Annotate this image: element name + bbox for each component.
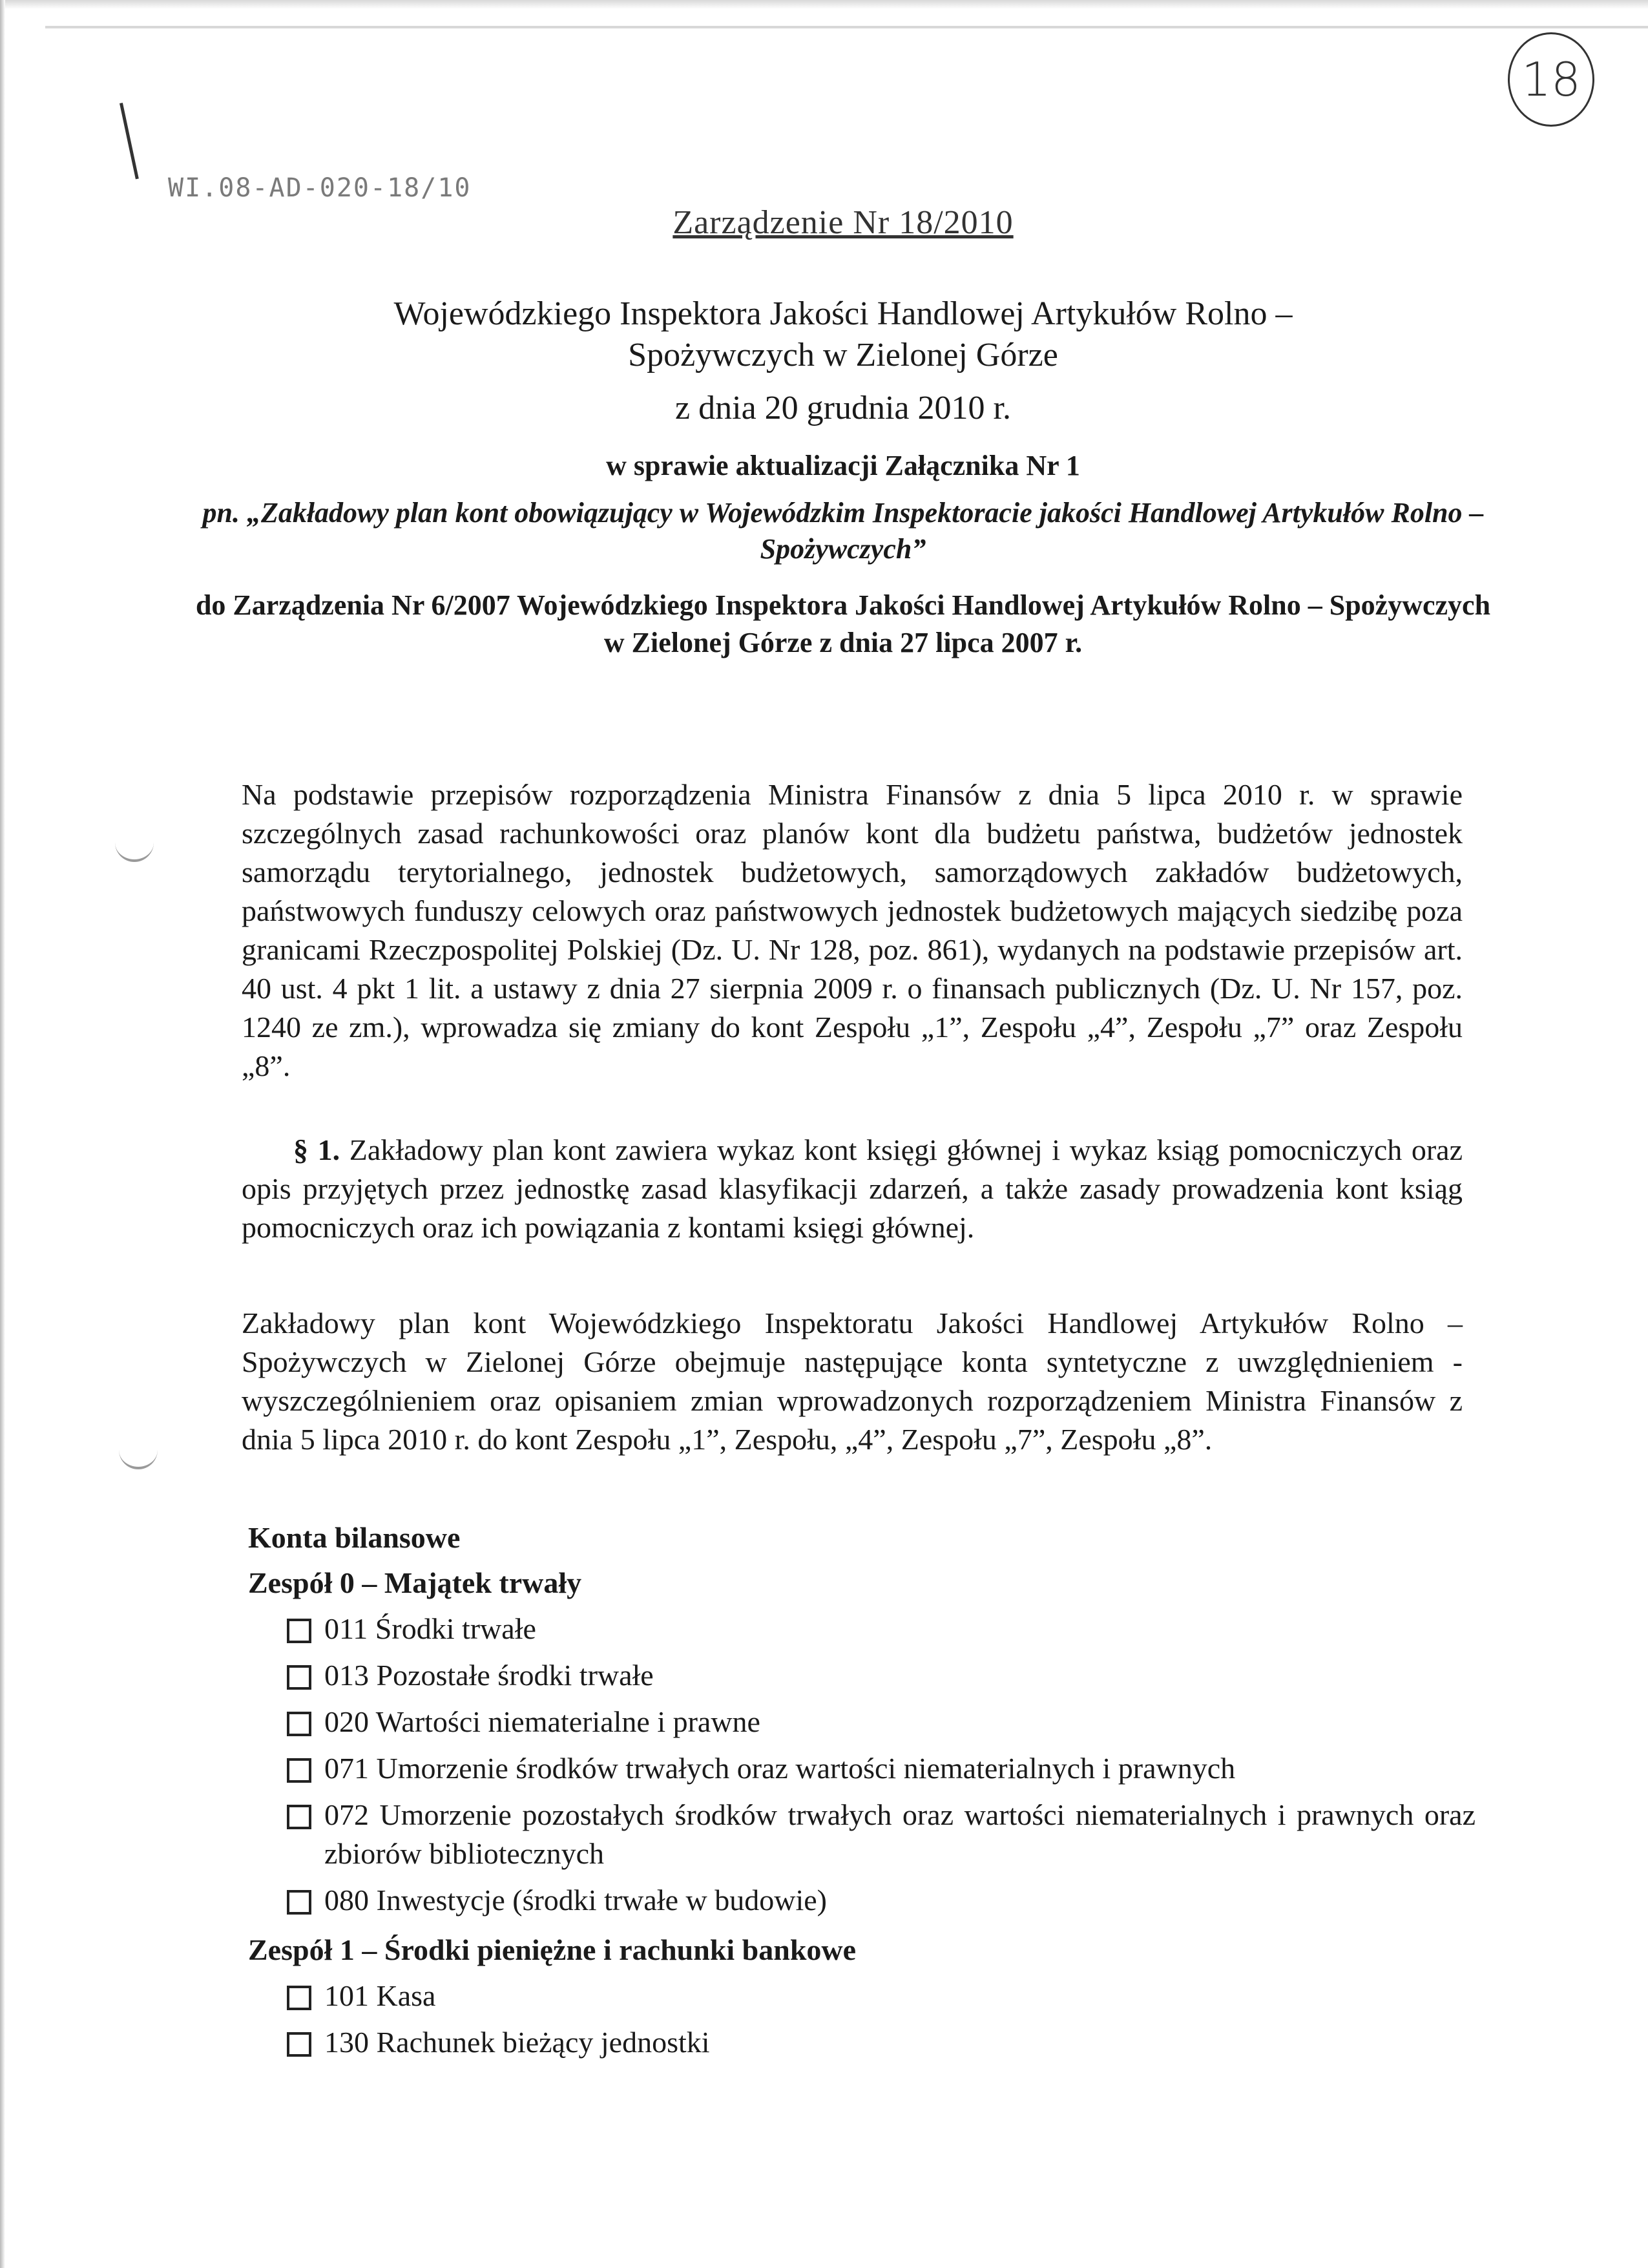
subject-reference: do Zarządzenia Nr 6/2007 Wojewódzkiego Inspektora Jakości Handlowej Artykułów Rolno – Spożywczych w Zielonej Górze z dnia 27 lipca 2007 r. [195, 589, 1491, 658]
account-label: 020 Wartości niematerialne i prawne [324, 1705, 760, 1738]
subject-line: w sprawie aktualizacji Załącznika Nr 1 [606, 450, 1080, 481]
document-reference-stamp: WI.08-AD-020-18/10 [168, 173, 472, 203]
account-label: 011 Środki trwałe [324, 1612, 536, 1645]
list-item [287, 1749, 1476, 1788]
checkbox-icon [287, 1758, 311, 1783]
list-item [287, 1703, 1476, 1741]
section-1-text: Zakładowy plan kont zawiera wykaz kont księgi głównej i wykaz ksiąg pomocniczych oraz opis przyjętych przez jednostkę zasad klasyfikacji zdarzeń, a także zasady prowadzenia kont ksiąg pomocniczych oraz ich powiązania z kontami księgi głównej. [242, 1133, 1463, 1244]
checkbox-icon [287, 1712, 311, 1736]
checkbox-icon [287, 1619, 311, 1643]
punch-hole-mark [119, 1447, 158, 1469]
list-item [287, 1796, 1476, 1873]
document-title: Zarządzenie Nr 18/2010 [673, 204, 1014, 241]
checkbox-icon [287, 2032, 311, 2057]
scan-edge-top [0, 0, 1648, 9]
group-1-title: Zespół 1 – Środki pieniężne i rachunki bankowe [248, 1933, 857, 1966]
scan-edge-left [0, 0, 5, 2268]
legal-basis-paragraph: Na podstawie przepisów rozporządzenia Ministra Finansów z dnia 5 lipca 2010 r. w sprawie szczególnych zasad rachunkowości oraz planów kont dla budżetu państwa, budżetów jednostek samorządu terytorialnego, jednostek budżetowych, samorządowych zakładów budżetowych, państwowych funduszy celowych oraz państwowych jednostek budżetowych mających siedzibę poza granicami Rzeczpospolitej Polskiej (Dz. U. Nr 128, poz. 861), wydanych na podstawie przepisów art. 40 ust. 4 pkt 1 lit. a ustawy z dnia 27 sierpnia 2009 r. o finansach publicznych (Dz. U. Nr 157, poz. 1240 ze zm.), wprowadza się zmiany do kont Zespołu „1”, Zespołu „4”, Zespołu „7” oraz Zespołu „8”. [242, 778, 1463, 1082]
checkbox-icon [287, 1890, 311, 1915]
subject-italic: pn. „Zakładowy plan kont obowiązujący w Wojewódzkim Inspektoracie jakości Handlowej Artykułów Rolno – Spożywczych” [202, 497, 1484, 565]
list-item [287, 1610, 1476, 1648]
accounts-heading: Konta bilansowe [248, 1521, 461, 1554]
account-label: 080 Inwestycje (środki trwałe w budowie) [324, 1884, 827, 1916]
checkbox-icon [287, 1665, 311, 1690]
group-0-title: Zespół 0 – Majątek trwały [248, 1566, 582, 1599]
accounts-list [248, 1515, 1476, 2070]
checkbox-icon [287, 1986, 311, 2010]
document-date: z dnia 20 grudnia 2010 r. [675, 390, 1011, 426]
checkbox-icon [287, 1805, 311, 1829]
scope-paragraph: Zakładowy plan kont Wojewódzkiego Inspektoratu Jakości Handlowej Artykułów Rolno – Spożywczych w Zielonej Górze obejmuje następujące konta syntetyczne z uwzględnieniem - wyszczególnieniem oraz opisaniem zmian wprowadzonych rozporządzeniem Ministra Finansów z dnia 5 lipca 2010 r. do kont Zespołu „1”, Zespołu, „4”, Zespołu „7”, Zespołu „8”. [242, 1307, 1463, 1456]
issuer-line-2: Spożywczych w Zielonej Górze [628, 337, 1058, 373]
issuer-line-1: Wojewódzkiego Inspektora Jakości Handlowej Artykułów Rolno – [393, 295, 1293, 332]
list-item [287, 2023, 1476, 2062]
punch-hole-mark [115, 840, 154, 862]
account-label: 130 Rachunek bieżący jednostki [324, 2026, 710, 2059]
handwritten-page-number: 18 [1508, 32, 1594, 127]
account-label: 071 Umorzenie środków trwałych oraz wartości niematerialnych i prawnych [324, 1752, 1236, 1785]
section-1-paragraph [242, 1131, 1463, 1247]
document-header [194, 204, 1492, 662]
section-mark: § 1. [293, 1133, 340, 1166]
account-label: 072 Umorzenie pozostałych środków trwałych oraz wartości niematerialnych i prawnych oraz zbiorów bibliotecznych [324, 1798, 1476, 1870]
list-item [287, 1977, 1476, 2015]
list-item [287, 1881, 1476, 1920]
fold-line [45, 26, 1648, 28]
account-label: 013 Pozostałe środki trwałe [324, 1659, 654, 1692]
pen-mark [120, 103, 139, 179]
account-label: 101 Kasa [324, 1979, 436, 2012]
list-item [287, 1656, 1476, 1695]
